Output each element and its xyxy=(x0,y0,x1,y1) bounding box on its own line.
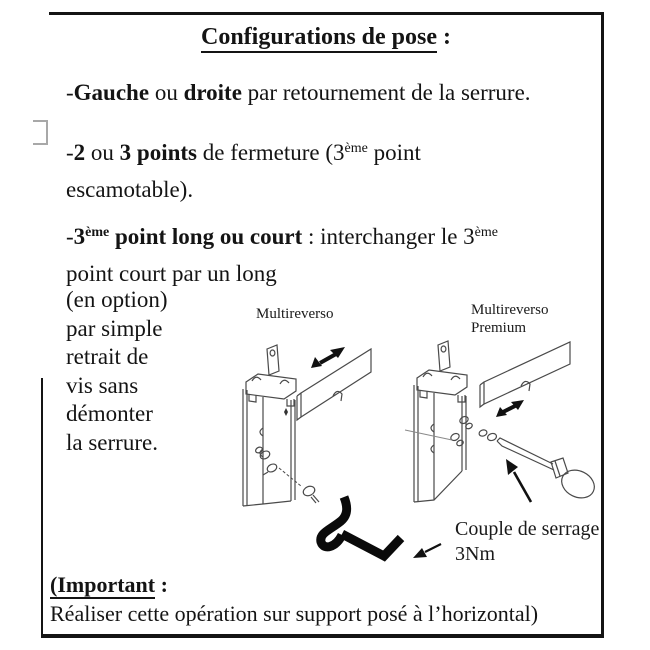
page-title xyxy=(49,24,603,51)
torque-note-line2: 3Nm xyxy=(455,543,495,565)
multireverso-premium-lock-illustration xyxy=(405,341,599,503)
p2-line2: escamotable). xyxy=(66,177,194,202)
torque-note xyxy=(455,517,599,567)
loose-screw-icon xyxy=(302,485,317,498)
pointer-arrow-icon-mark xyxy=(413,544,441,558)
important-body: Réaliser cette opération sur support posé à l’horizontal) xyxy=(50,601,539,626)
p2-rest2: point xyxy=(367,140,421,165)
p2-superscript: ème xyxy=(344,141,368,156)
p2-mid: ou xyxy=(85,140,120,165)
tab-hole xyxy=(270,350,275,356)
column-line: par simple xyxy=(66,315,163,341)
multireverso-lock-illustration xyxy=(243,345,371,506)
p2-line1 xyxy=(66,136,526,173)
torque-note-line1: Couple de serrage xyxy=(455,518,600,540)
frame-border-top xyxy=(49,12,603,15)
page-title-colon: : xyxy=(437,24,452,50)
screwdriver-illustration xyxy=(497,438,553,464)
screwdriver-handle xyxy=(557,465,599,503)
p2-bold-2: 2 xyxy=(73,140,86,165)
multireverso-premium-label xyxy=(471,301,548,337)
extension-bar xyxy=(484,342,570,404)
premium-label-line1: Multireverso xyxy=(471,302,549,318)
paragraph-narrow-column xyxy=(66,286,256,458)
p3-line1 xyxy=(66,220,566,257)
p1-mid: ou xyxy=(149,80,184,105)
screw-icon xyxy=(459,415,470,425)
important-heading xyxy=(50,570,602,599)
swap-double-arrow-icon-left xyxy=(311,347,345,368)
paragraph-troisieme-point xyxy=(66,220,566,290)
p2-rest1: de fermeture (3 xyxy=(197,140,345,165)
p3-superscript: ème xyxy=(474,225,498,240)
tab-hole xyxy=(441,346,446,352)
frame-border-bottom xyxy=(41,634,604,638)
screw-being-tightened xyxy=(478,429,488,437)
important-colon: : xyxy=(155,572,168,597)
p2-dash: - xyxy=(66,140,74,165)
column-line: retrait de xyxy=(66,344,149,370)
extension-bar xyxy=(301,349,371,417)
screw-icon xyxy=(259,449,271,460)
p3-bold-3: 3 xyxy=(73,224,86,249)
margin-bracket-artifact xyxy=(33,120,48,145)
p3-rest1: : interchanger le 3 xyxy=(302,224,475,249)
lock-top-tab xyxy=(267,345,279,375)
p3-bold-point-long: point long ou court xyxy=(109,224,303,249)
important-paren: ( xyxy=(50,572,58,597)
fixing-hole-marker xyxy=(284,408,288,416)
p3-dash: - xyxy=(66,224,74,249)
hand-drawn-check-mark xyxy=(321,497,401,556)
paragraph-left-right xyxy=(66,80,606,106)
p3-bold-superscript: ème xyxy=(85,225,110,240)
column-line: démonter xyxy=(66,401,153,427)
p1-rest: par retournement de la serrure. xyxy=(241,80,531,105)
swap-double-arrow-icon-right xyxy=(496,400,524,417)
page-title-text: Configurations de pose xyxy=(201,24,437,53)
p1-bold-gauche: Gauche xyxy=(73,80,150,105)
paragraph-points-fermeture xyxy=(66,136,526,206)
lock-head-block xyxy=(417,370,467,395)
frame-border-left-partial xyxy=(41,378,43,634)
multireverso-label: Multireverso xyxy=(256,306,334,322)
p2-bold-3points: 3 points xyxy=(119,140,198,165)
column-line: la serrure. xyxy=(66,429,158,455)
p1-bold-droite: droite xyxy=(183,80,242,105)
important-note xyxy=(50,570,602,628)
p1-dash: - xyxy=(66,80,74,105)
p3-line2: point court par un long xyxy=(66,261,277,286)
column-line: (en option) xyxy=(66,287,168,312)
lock-top-tab xyxy=(438,341,450,371)
column-line: vis sans xyxy=(66,372,139,398)
pointer-arrow-icon-screw xyxy=(506,459,531,502)
important-word: Important xyxy=(57,572,156,597)
premium-label-line2: Premium xyxy=(471,320,526,336)
